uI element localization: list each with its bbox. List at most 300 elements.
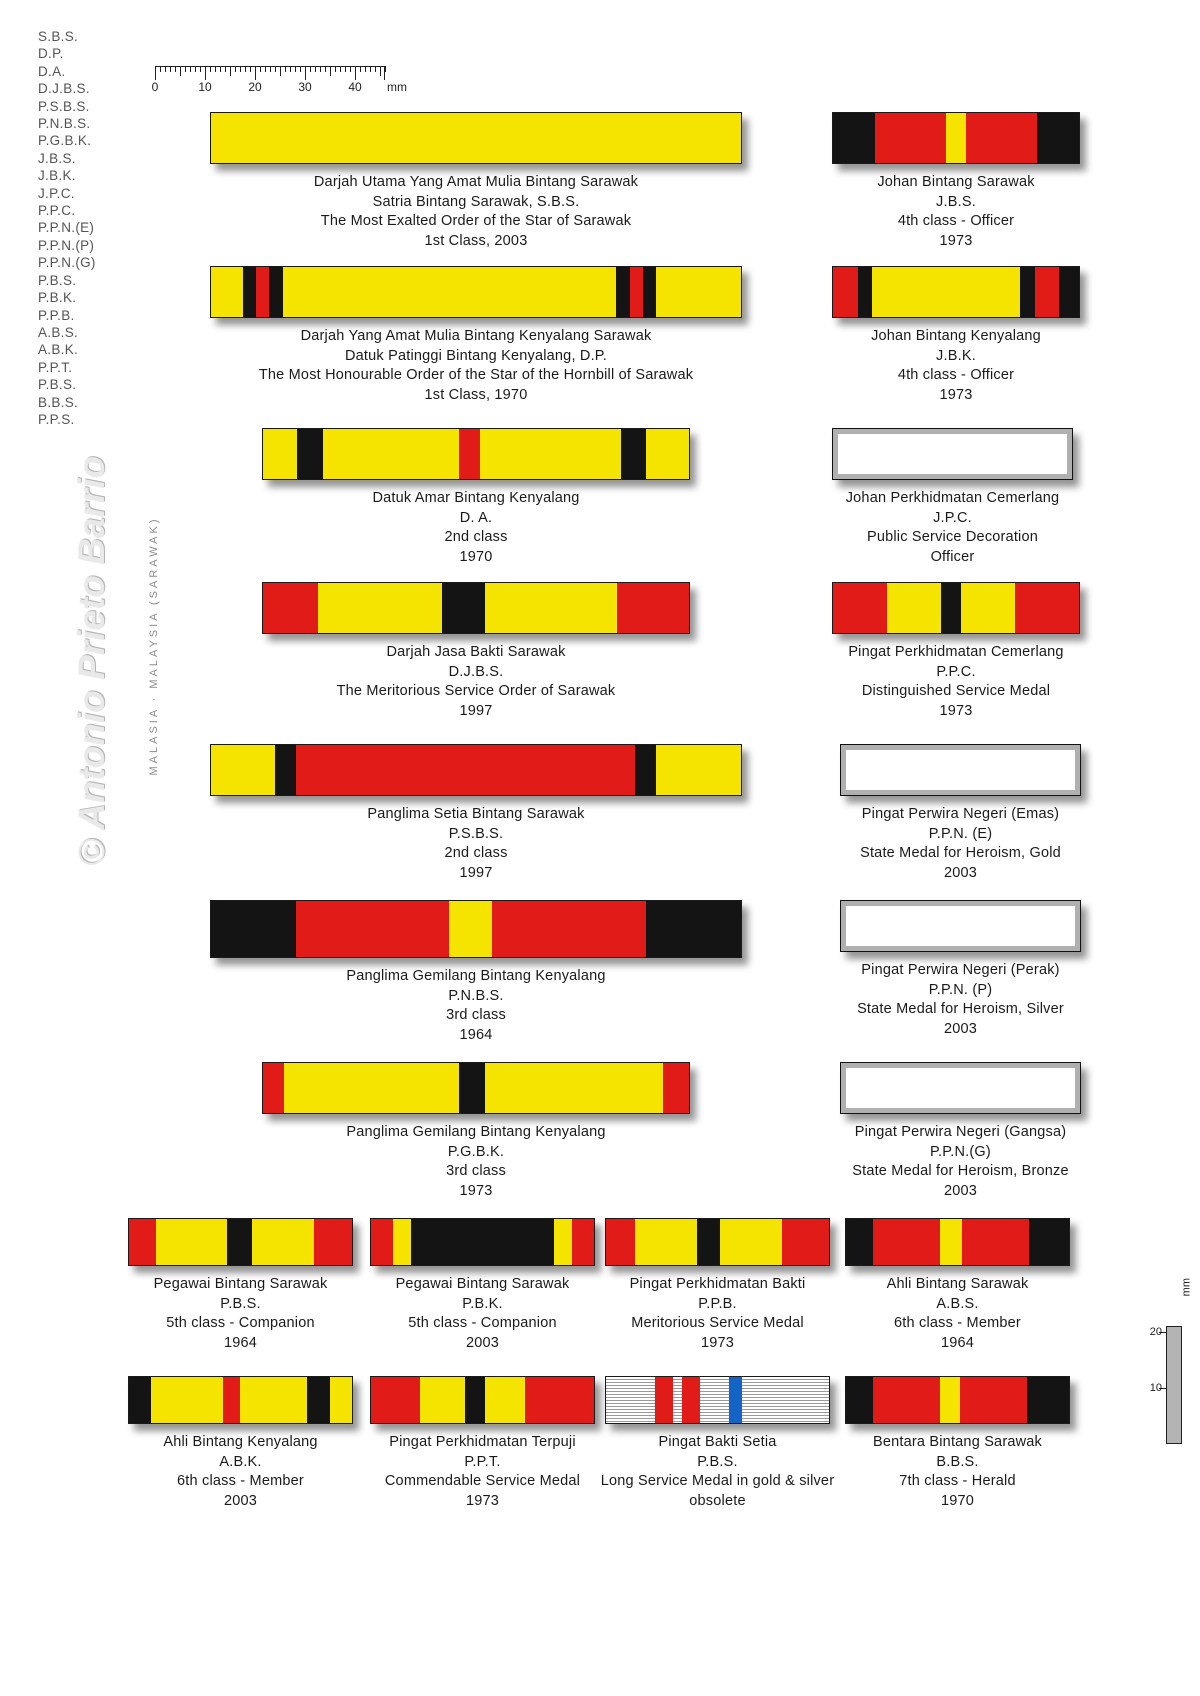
ribbon-segment — [1029, 1219, 1069, 1265]
ruler-tick — [280, 66, 281, 76]
caption-line: State Medal for Heroism, Bronze — [852, 1163, 1069, 1179]
vruler-label: 20 — [1149, 1326, 1162, 1338]
ribbon-segment — [243, 267, 256, 317]
ruler-tick — [180, 66, 181, 76]
caption-line: obsolete — [689, 1492, 746, 1509]
ribbon-segment — [621, 429, 647, 479]
ribbon-bar — [845, 1376, 1070, 1424]
abbreviation-item: P.N.B.S. — [38, 116, 91, 132]
ribbon-bar — [262, 1062, 690, 1114]
ribbon-bar — [605, 1218, 830, 1266]
ruler-label: 10 — [198, 80, 212, 94]
caption-line: B.B.S. — [936, 1453, 979, 1470]
ribbon-segment — [296, 901, 450, 957]
ribbon-segment — [211, 901, 296, 957]
caption-line: 5th class - Companion — [166, 1315, 315, 1331]
ribbon-segment — [449, 901, 491, 957]
caption-line: D.J.B.S. — [448, 663, 504, 680]
ribbon-segment — [616, 267, 629, 317]
caption-line: J.B.K. — [936, 347, 976, 364]
caption-line: Pegawai Bintang Sarawak — [395, 1276, 570, 1292]
ribbon-segment — [782, 1219, 829, 1265]
ribbon-segment — [720, 1219, 782, 1265]
ribbon-blank-inner — [846, 750, 1075, 790]
caption-line: 2003 — [943, 1020, 978, 1037]
ribbon-segment — [323, 429, 459, 479]
ruler-tick — [270, 66, 271, 72]
caption-line: 1973 — [939, 386, 973, 403]
ruler-tick — [235, 66, 236, 72]
ribbon-segment — [961, 583, 1015, 633]
ribbon-segment — [263, 429, 297, 479]
ruler-tick — [275, 66, 276, 72]
abbreviation-list — [38, 28, 128, 428]
ribbon-bar — [128, 1376, 353, 1424]
ribbon-entry — [832, 582, 1080, 721]
ribbon-segment — [459, 429, 480, 479]
ribbon-segment — [833, 583, 887, 633]
ribbon-segment — [635, 745, 656, 795]
caption-line: P.P.B. — [698, 1295, 737, 1312]
ribbon-segment — [873, 1219, 940, 1265]
ruler-label: 20 — [248, 80, 262, 94]
ruler-tick — [190, 66, 191, 72]
caption-line: Distinguished Service Medal — [861, 683, 1051, 699]
ribbon-segment — [411, 1219, 554, 1265]
ribbon-entry — [363, 1218, 603, 1353]
ribbon-caption — [832, 327, 1080, 405]
ribbon-segment — [697, 1219, 719, 1265]
caption-line: 1970 — [940, 1492, 975, 1509]
ribbon-segment — [887, 583, 941, 633]
ribbon-segment — [960, 1377, 1027, 1423]
ribbon-bar — [832, 428, 1073, 480]
caption-line: 2003 — [465, 1334, 500, 1351]
caption-line: P.N.B.S. — [448, 987, 504, 1004]
ribbon-segment — [296, 745, 635, 795]
caption-line: Ahli Bintang Sarawak — [886, 1276, 1029, 1292]
ribbon-entry — [121, 1376, 361, 1511]
ribbon-entry — [241, 582, 711, 721]
ruler-tick — [355, 66, 356, 80]
abbreviation-item: P.P.T. — [38, 359, 73, 375]
caption-line: The Most Exalted Order of the Star of Sarawak — [320, 213, 632, 229]
ribbon-segment — [643, 267, 656, 317]
ribbon-caption — [837, 805, 1085, 883]
caption-line: Public Service Decoration — [866, 529, 1039, 545]
ribbon-segment — [485, 1377, 525, 1423]
ribbon-segment — [275, 745, 296, 795]
ruler-tick — [215, 66, 216, 72]
abbreviation-item: P.P.N.(G) — [38, 255, 96, 271]
abbreviation-item: S.B.S. — [38, 29, 79, 44]
abbreviation-item: J.P.C. — [38, 185, 75, 201]
ribbon-segment — [554, 1219, 572, 1265]
caption-line: 1964 — [223, 1334, 258, 1351]
caption-line: The Most Honourable Order of the Star of the Hornbill of Sarawak — [258, 367, 694, 383]
abbreviation-item: A.B.S. — [38, 324, 79, 340]
ribbon-caption — [121, 1275, 361, 1353]
ribbon-entry — [126, 266, 826, 405]
ruler-tick — [200, 66, 201, 72]
ruler-tick — [185, 66, 186, 72]
ribbon-segment — [485, 583, 617, 633]
ribbon-blank-inner — [846, 906, 1075, 946]
caption-line: 5th class - Companion — [408, 1315, 557, 1331]
ruler-tick — [360, 66, 361, 72]
ribbon-caption — [838, 1275, 1078, 1353]
caption-line: Satria Bintang Sarawak, S.B.S. — [372, 193, 580, 210]
caption-line: Bentara Bintang Sarawak — [872, 1434, 1043, 1450]
caption-line: 2003 — [943, 864, 978, 881]
ribbon-segment — [297, 429, 323, 479]
ribbon-segment — [940, 1219, 962, 1265]
ribbon-bar — [210, 266, 742, 318]
ruler-tick — [155, 66, 156, 80]
ribbon-segment — [1059, 267, 1079, 317]
ruler-tick — [320, 66, 321, 72]
caption-line: 6th class - Member — [177, 1473, 304, 1489]
caption-line: A.B.K. — [219, 1453, 262, 1470]
ruler-tick — [350, 66, 351, 72]
ribbon-segment — [129, 1377, 151, 1423]
ribbon-caption — [832, 643, 1080, 721]
ribbon-segment — [211, 113, 741, 163]
ruler-tick — [290, 66, 291, 72]
ribbon-caption — [241, 643, 711, 721]
ribbon-caption — [126, 327, 826, 405]
caption-line: The Meritorious Service Order of Sarawak — [336, 683, 616, 699]
ribbon-entry — [196, 1062, 756, 1201]
abbreviation-item: P.G.B.K. — [38, 133, 92, 149]
ribbon-segment — [656, 267, 741, 317]
ribbon-caption — [196, 967, 756, 1045]
ribbon-blank-inner — [838, 434, 1067, 474]
caption-line: Darjah Utama Yang Amat Mulia Bintang Sarawak — [313, 174, 639, 190]
ribbon-bar — [262, 582, 690, 634]
ribbon-segment — [223, 1377, 241, 1423]
abbreviation-item: J.B.K. — [38, 168, 76, 184]
ruler-tick — [225, 66, 226, 72]
ribbon-entry — [832, 266, 1080, 405]
abbreviation-item: P.P.B. — [38, 307, 75, 323]
ribbon-segment — [833, 113, 875, 163]
ribbon-segment — [480, 429, 621, 479]
ribbon-caption — [241, 489, 711, 567]
ribbon-caption — [829, 489, 1077, 567]
ribbon-segment — [940, 1377, 960, 1423]
caption-line: Panglima Gemilang Bintang Kenyalang — [346, 968, 606, 984]
ribbon-bar — [210, 744, 742, 796]
ribbon-bar — [832, 112, 1080, 164]
ruler-tick — [305, 66, 306, 80]
ribbon-segment — [371, 1219, 393, 1265]
ribbon-segment — [873, 1377, 940, 1423]
ribbon-bar — [262, 428, 690, 480]
ribbon-bar — [832, 582, 1080, 634]
ruler-tick — [205, 66, 206, 80]
caption-line: P.B.S. — [220, 1295, 261, 1312]
ribbon-blank-inner — [846, 1068, 1075, 1108]
ribbon-segment — [465, 1377, 485, 1423]
ruler-tick — [300, 66, 301, 72]
ribbon-segment — [833, 267, 858, 317]
ruler-tick — [385, 66, 386, 72]
ribbon-segment — [1015, 583, 1079, 633]
ruler-label: 40 — [348, 80, 362, 94]
caption-line: 1997 — [459, 702, 493, 719]
vruler-bar — [1166, 1326, 1182, 1444]
ribbon-segment — [635, 1219, 697, 1265]
ribbon-segment — [263, 1063, 284, 1113]
ribbon-segment — [393, 1219, 411, 1265]
ribbon-entry — [196, 900, 756, 1045]
abbreviation-item: J.B.S. — [38, 150, 76, 166]
ribbon-caption — [363, 1275, 603, 1353]
caption-line: Ahli Bintang Kenyalang — [163, 1434, 318, 1450]
ruler-tick — [375, 66, 376, 72]
ribbon-segment — [1037, 113, 1079, 163]
ribbon-bar — [840, 744, 1081, 796]
caption-line: 2003 — [223, 1492, 258, 1509]
caption-line: Pingat Perwira Negeri (Gangsa) — [854, 1124, 1067, 1140]
ribbon-bar — [370, 1218, 595, 1266]
caption-line: P.G.B.K. — [447, 1143, 505, 1160]
caption-line: 3rd class — [446, 1163, 506, 1179]
ruler-tick — [230, 66, 231, 76]
ribbon-segment — [1020, 267, 1035, 317]
ribbon-segment — [156, 1219, 227, 1265]
ribbon-segment — [663, 1063, 689, 1113]
caption-line: P.P.N. (E) — [928, 825, 993, 842]
ribbon-segment — [227, 1219, 252, 1265]
ribbon-segment — [263, 583, 318, 633]
ribbon-segment — [646, 901, 741, 957]
caption-line: Johan Bintang Kenyalang — [871, 328, 1041, 344]
caption-line: 1973 — [459, 1182, 493, 1199]
ribbon-segment — [283, 267, 617, 317]
ribbon-segment — [211, 745, 275, 795]
ribbon-segment — [673, 1377, 682, 1423]
ribbon-segment — [284, 1063, 459, 1113]
caption-line: Commendable Service Medal — [384, 1473, 581, 1489]
caption-line: Pingat Perkhidmatan Bakti — [629, 1276, 806, 1292]
ribbon-entry — [832, 112, 1080, 251]
caption-line: 2nd class — [444, 845, 508, 861]
caption-line: 4th class - Officer — [897, 367, 1015, 383]
ruler-tick — [335, 66, 336, 72]
ruler-tick — [330, 66, 331, 76]
ribbon-entry — [594, 1376, 842, 1511]
scale-ruler-vertical — [1148, 1278, 1192, 1466]
caption-line: 1970 — [459, 548, 493, 565]
ruler-tick — [255, 66, 256, 80]
ribbon-bar — [128, 1218, 353, 1266]
ribbon-segment — [269, 267, 282, 317]
ruler-tick — [345, 66, 346, 72]
caption-line: Datuk Amar Bintang Kenyalang — [372, 490, 580, 506]
ribbon-segment — [256, 267, 269, 317]
ribbon-segment — [729, 1377, 742, 1423]
ribbon-segment — [700, 1377, 729, 1423]
ribbon-caption — [598, 1275, 838, 1353]
caption-line: Panglima Gemilang Bintang Kenyalang — [346, 1124, 606, 1140]
ribbon-segment — [572, 1219, 594, 1265]
abbreviation-item: D.A. — [38, 63, 66, 79]
ribbon-segment — [682, 1377, 700, 1423]
ruler-tick — [380, 66, 381, 76]
ribbon-segment — [1027, 1377, 1069, 1423]
caption-line: J.P.C. — [933, 509, 972, 526]
ruler-tick — [295, 66, 296, 72]
caption-line: Pingat Perwira Negeri (Perak) — [861, 962, 1060, 978]
ribbon-segment — [630, 267, 643, 317]
ribbon-caption — [594, 1433, 842, 1511]
caption-line: Pegawai Bintang Sarawak — [153, 1276, 328, 1292]
ruler-tick — [245, 66, 246, 72]
ruler-tick — [240, 66, 241, 72]
ribbon-segment — [151, 1377, 222, 1423]
caption-line: Panglima Setia Bintang Sarawak — [367, 806, 585, 822]
ruler-label: 30 — [298, 80, 312, 94]
ribbon-entry — [121, 1218, 361, 1353]
caption-line: P.B.S. — [697, 1453, 738, 1470]
caption-line: 3rd class — [446, 1007, 506, 1023]
caption-line: 1973 — [700, 1334, 735, 1351]
abbreviation-item: P.S.B.S. — [38, 98, 90, 114]
ribbon-segment — [962, 1219, 1029, 1265]
abbreviation-item: P.B.K. — [38, 290, 77, 306]
caption-line: 4th class - Officer — [897, 213, 1015, 229]
ribbon-segment — [371, 1377, 420, 1423]
ribbon-segment — [946, 113, 966, 163]
ruler-tick — [165, 66, 166, 72]
ribbon-segment — [646, 429, 689, 479]
ribbon-segment — [492, 901, 646, 957]
ribbon-caption — [837, 1123, 1085, 1201]
caption-line: D. A. — [459, 509, 493, 526]
caption-line: 1964 — [459, 1026, 493, 1043]
ruler-tick — [325, 66, 326, 72]
caption-line: 1964 — [940, 1334, 975, 1351]
ruler-tick — [260, 66, 261, 72]
ribbon-entry — [126, 112, 826, 251]
ribbon-segment — [656, 745, 741, 795]
caption-line: A.B.S. — [936, 1295, 979, 1312]
ribbon-segment — [307, 1377, 329, 1423]
ribbon-caption — [837, 961, 1085, 1039]
caption-line: State Medal for Heroism, Silver — [857, 1001, 1064, 1017]
ribbon-bar — [210, 900, 742, 958]
ribbon-segment — [966, 113, 1037, 163]
ruler-tick — [265, 66, 266, 72]
caption-line: Meritorious Service Medal — [631, 1315, 804, 1331]
ribbon-entry — [363, 1376, 603, 1511]
ribbon-segment — [858, 267, 873, 317]
ribbon-entry — [598, 1218, 838, 1353]
caption-line: P.P.C. — [936, 663, 976, 680]
caption-line: 1973 — [465, 1492, 500, 1509]
ruler-tick — [175, 66, 176, 72]
caption-line: Darjah Yang Amat Mulia Bintang Kenyalang Sarawak — [300, 328, 652, 344]
ribbon-segment — [330, 1377, 352, 1423]
ribbon-caption — [832, 173, 1080, 251]
ribbon-entry — [837, 900, 1085, 1039]
caption-line: 1973 — [939, 702, 973, 719]
ribbon-segment — [846, 1377, 873, 1423]
caption-line: Datuk Patinggi Bintang Kenyalang, D.P. — [344, 347, 608, 364]
vruler-unit-label: mm — [1180, 1278, 1192, 1297]
caption-line: Pingat Perkhidmatan Cemerlang — [848, 644, 1064, 660]
ribbon-bar — [370, 1376, 595, 1424]
caption-line: Officer — [930, 548, 975, 565]
ribbon-segment — [318, 583, 442, 633]
ruler-unit-label: mm — [387, 80, 407, 94]
ribbon-segment — [129, 1219, 156, 1265]
caption-line: Pingat Perkhidmatan Terpuji — [389, 1434, 576, 1450]
ruler-tick — [370, 66, 371, 72]
ribbon-caption — [196, 805, 756, 883]
ribbon-entry — [837, 1062, 1085, 1201]
abbreviation-item: P.P.N.(P) — [38, 237, 95, 253]
ribbon-caption — [126, 173, 826, 251]
ruler-tick — [365, 66, 366, 72]
caption-line: 2nd class — [444, 529, 508, 545]
ribbon-bar — [210, 112, 742, 164]
ribbon-segment — [252, 1219, 314, 1265]
ribbon-entry — [838, 1376, 1078, 1511]
ribbon-caption — [196, 1123, 756, 1201]
caption-line: 1997 — [459, 864, 493, 881]
ruler-tick — [160, 66, 161, 72]
abbreviation-item: B.B.S. — [38, 394, 79, 410]
ribbon-segment — [872, 267, 1020, 317]
ribbon-entry — [837, 744, 1085, 883]
scale-ruler-horizontal — [151, 62, 420, 102]
ribbon-segment — [655, 1377, 673, 1423]
caption-line: 6th class - Member — [894, 1315, 1021, 1331]
ribbon-bar — [840, 900, 1081, 952]
ribbon-caption — [363, 1433, 603, 1511]
ribbon-segment — [485, 1063, 664, 1113]
ribbon-caption — [838, 1433, 1078, 1511]
ribbon-segment — [240, 1377, 307, 1423]
ruler-tick — [340, 66, 341, 72]
caption-line: 2003 — [943, 1182, 978, 1199]
ribbon-segment — [211, 267, 243, 317]
abbreviation-item: P.P.S. — [38, 411, 75, 427]
ribbon-segment — [442, 583, 485, 633]
ruler-tick — [170, 66, 171, 72]
ribbon-bar — [840, 1062, 1081, 1114]
ribbon-segment — [1035, 267, 1060, 317]
country-subtitle: MALASIA · MALAYSIA (SARAWAK) — [148, 516, 160, 776]
ribbon-segment — [606, 1219, 635, 1265]
caption-line: 1973 — [939, 232, 973, 249]
abbreviation-item: A.B.K. — [38, 342, 79, 358]
caption-line: Long Service Medal in gold & silver — [600, 1473, 835, 1489]
ruler-tick — [220, 66, 221, 72]
caption-line: Johan Perkhidmatan Cemerlang — [845, 490, 1060, 506]
abbreviation-item: P.B.S. — [38, 377, 77, 393]
caption-line: Pingat Perwira Negeri (Emas) — [861, 806, 1060, 822]
ruler-tick — [310, 66, 311, 72]
ribbon-segment — [314, 1219, 352, 1265]
ruler-tick — [210, 66, 211, 72]
caption-line: 1st Class, 1970 — [424, 386, 528, 403]
ribbon-entry — [241, 428, 711, 567]
abbreviation-item: P.B.S. — [38, 272, 77, 288]
